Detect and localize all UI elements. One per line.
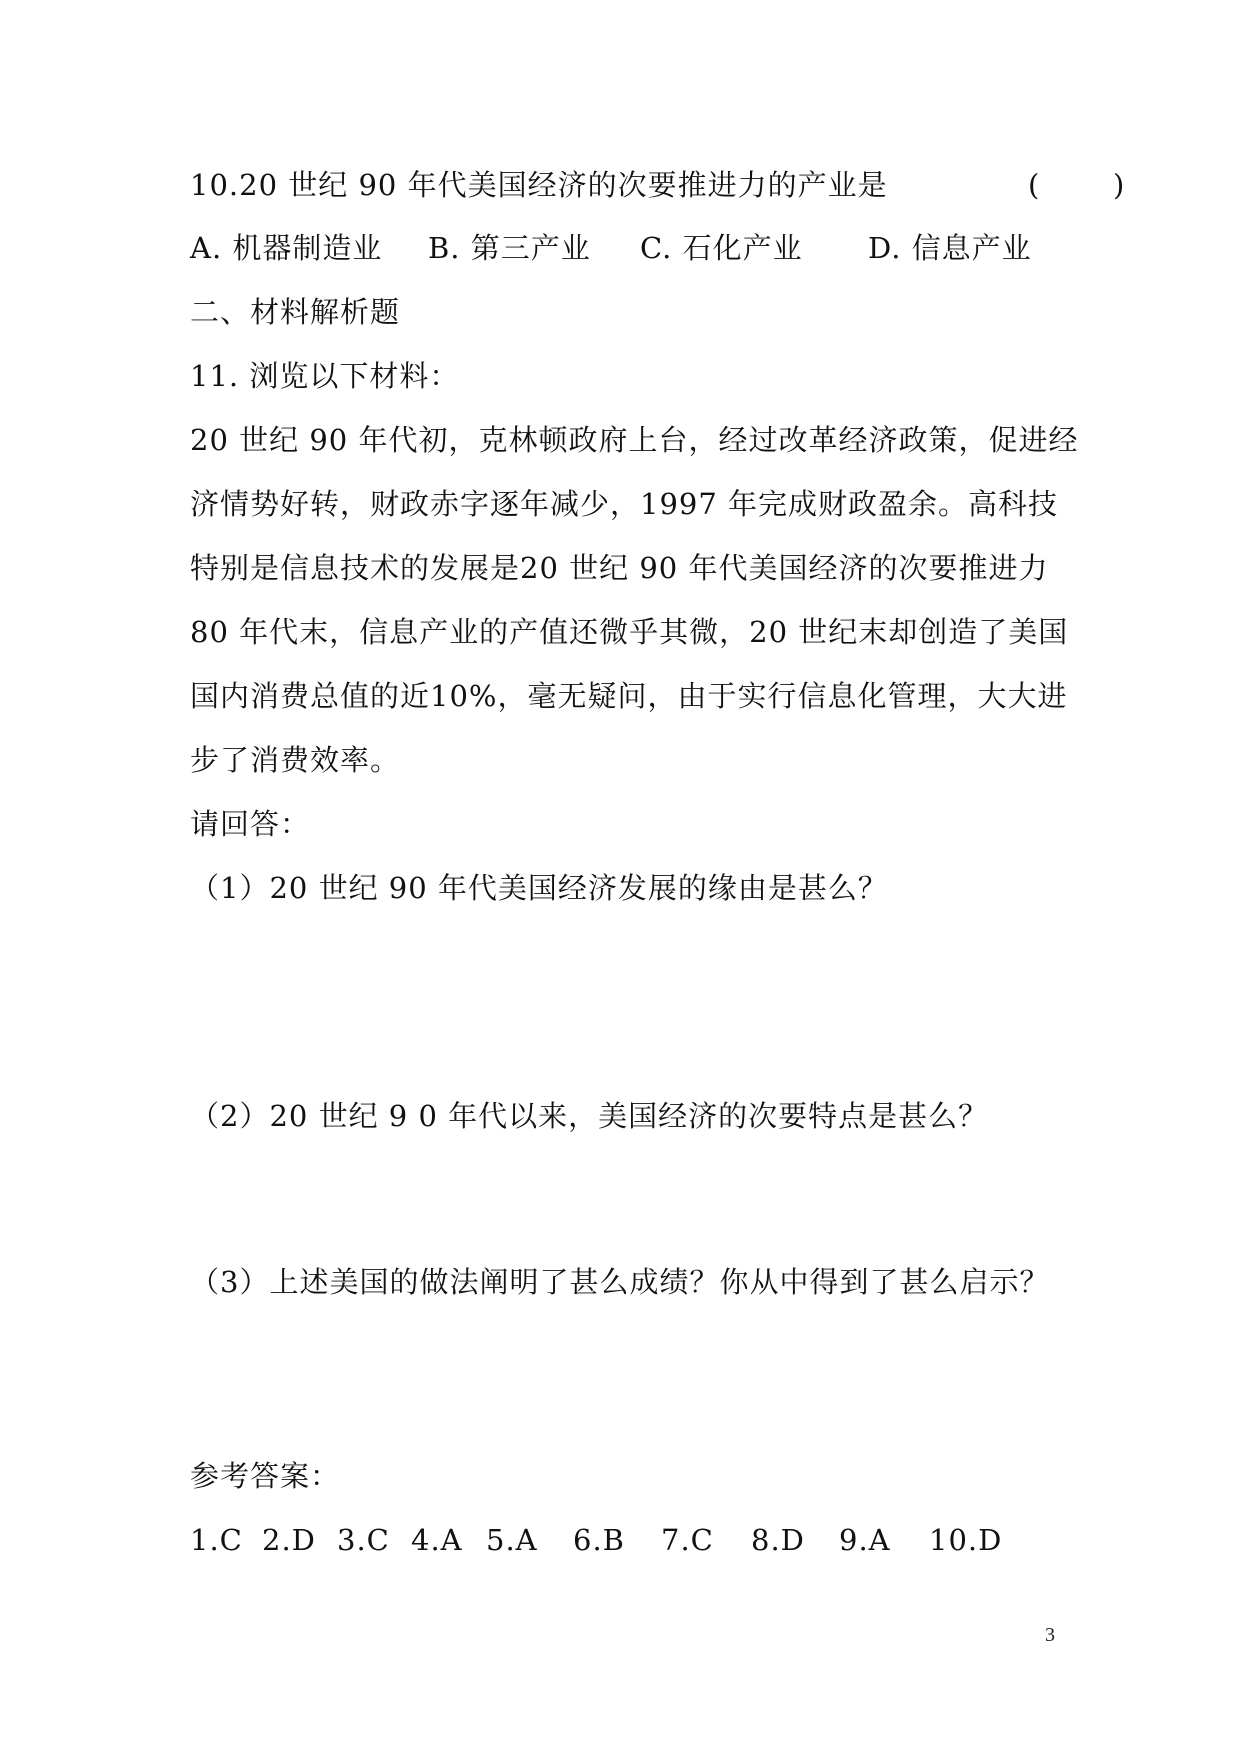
subquestion-1: （1）20 世纪 90 年代美国经济发展的缘由是甚么？ xyxy=(190,871,888,905)
answer-item: 1.C xyxy=(190,1523,243,1557)
section-heading: 二、材料解析题 xyxy=(190,295,401,329)
option-b: B. 第三产业 xyxy=(428,231,591,265)
subquestion-3: （3）上述美国的做法阐明了甚么成绩？你从中得到了甚么启示？ xyxy=(190,1265,1050,1299)
option-d: D. 信息产业 xyxy=(868,231,1032,265)
answer-item: 10.D xyxy=(929,1523,1003,1557)
answer-bracket: ( ) xyxy=(1028,168,1125,202)
question-10-stem: 10.20 世纪 90 年代美国经济的次要推进力的产业是 xyxy=(190,168,888,202)
material-line: 特别是信息技术的发展是20 世纪 90 年代美国经济的次要推进力 xyxy=(190,551,1049,585)
answer-item: 8.D xyxy=(751,1523,805,1557)
material-line: 步了消费效率。 xyxy=(190,743,401,777)
question-11-intro: 11. 浏览以下材料： xyxy=(190,359,460,393)
answer-item: 9.A xyxy=(839,1523,891,1557)
subquestion-2: （2）20 世纪 9 0 年代以来，美国经济的次要特点是甚么？ xyxy=(190,1099,989,1133)
material-line: 20 世纪 90 年代初，克林顿政府上台，经过改革经济政策，促进经 xyxy=(190,423,1079,457)
page-number: 3 xyxy=(1045,1624,1055,1646)
answer-item: 7.C xyxy=(661,1523,714,1557)
answer-item: 4.A xyxy=(411,1523,463,1557)
answer-prompt: 请回答： xyxy=(190,807,311,841)
material-line: 80 年代末，信息产业的产值还微乎其微，20 世纪末却创造了美国 xyxy=(190,615,1069,649)
answer-key xyxy=(190,1520,1002,1560)
answers-heading: 参考答案： xyxy=(190,1459,341,1493)
option-c: C. 石化产业 xyxy=(640,231,803,265)
question-10-options xyxy=(190,228,1068,268)
material-line: 国内消费总值的近10%，毫无疑问，由于实行信息化管理，大大进 xyxy=(190,679,1068,713)
option-a: A. 机器制造业 xyxy=(190,231,383,265)
answer-item: 6.B xyxy=(573,1523,625,1557)
answer-item: 2.D xyxy=(262,1523,316,1557)
answer-item: 5.A xyxy=(486,1523,538,1557)
material-line: 济情势好转，财政赤字逐年减少，1997 年完成财政盈余。高科技 xyxy=(190,487,1059,521)
answer-item: 3.C xyxy=(337,1523,390,1557)
